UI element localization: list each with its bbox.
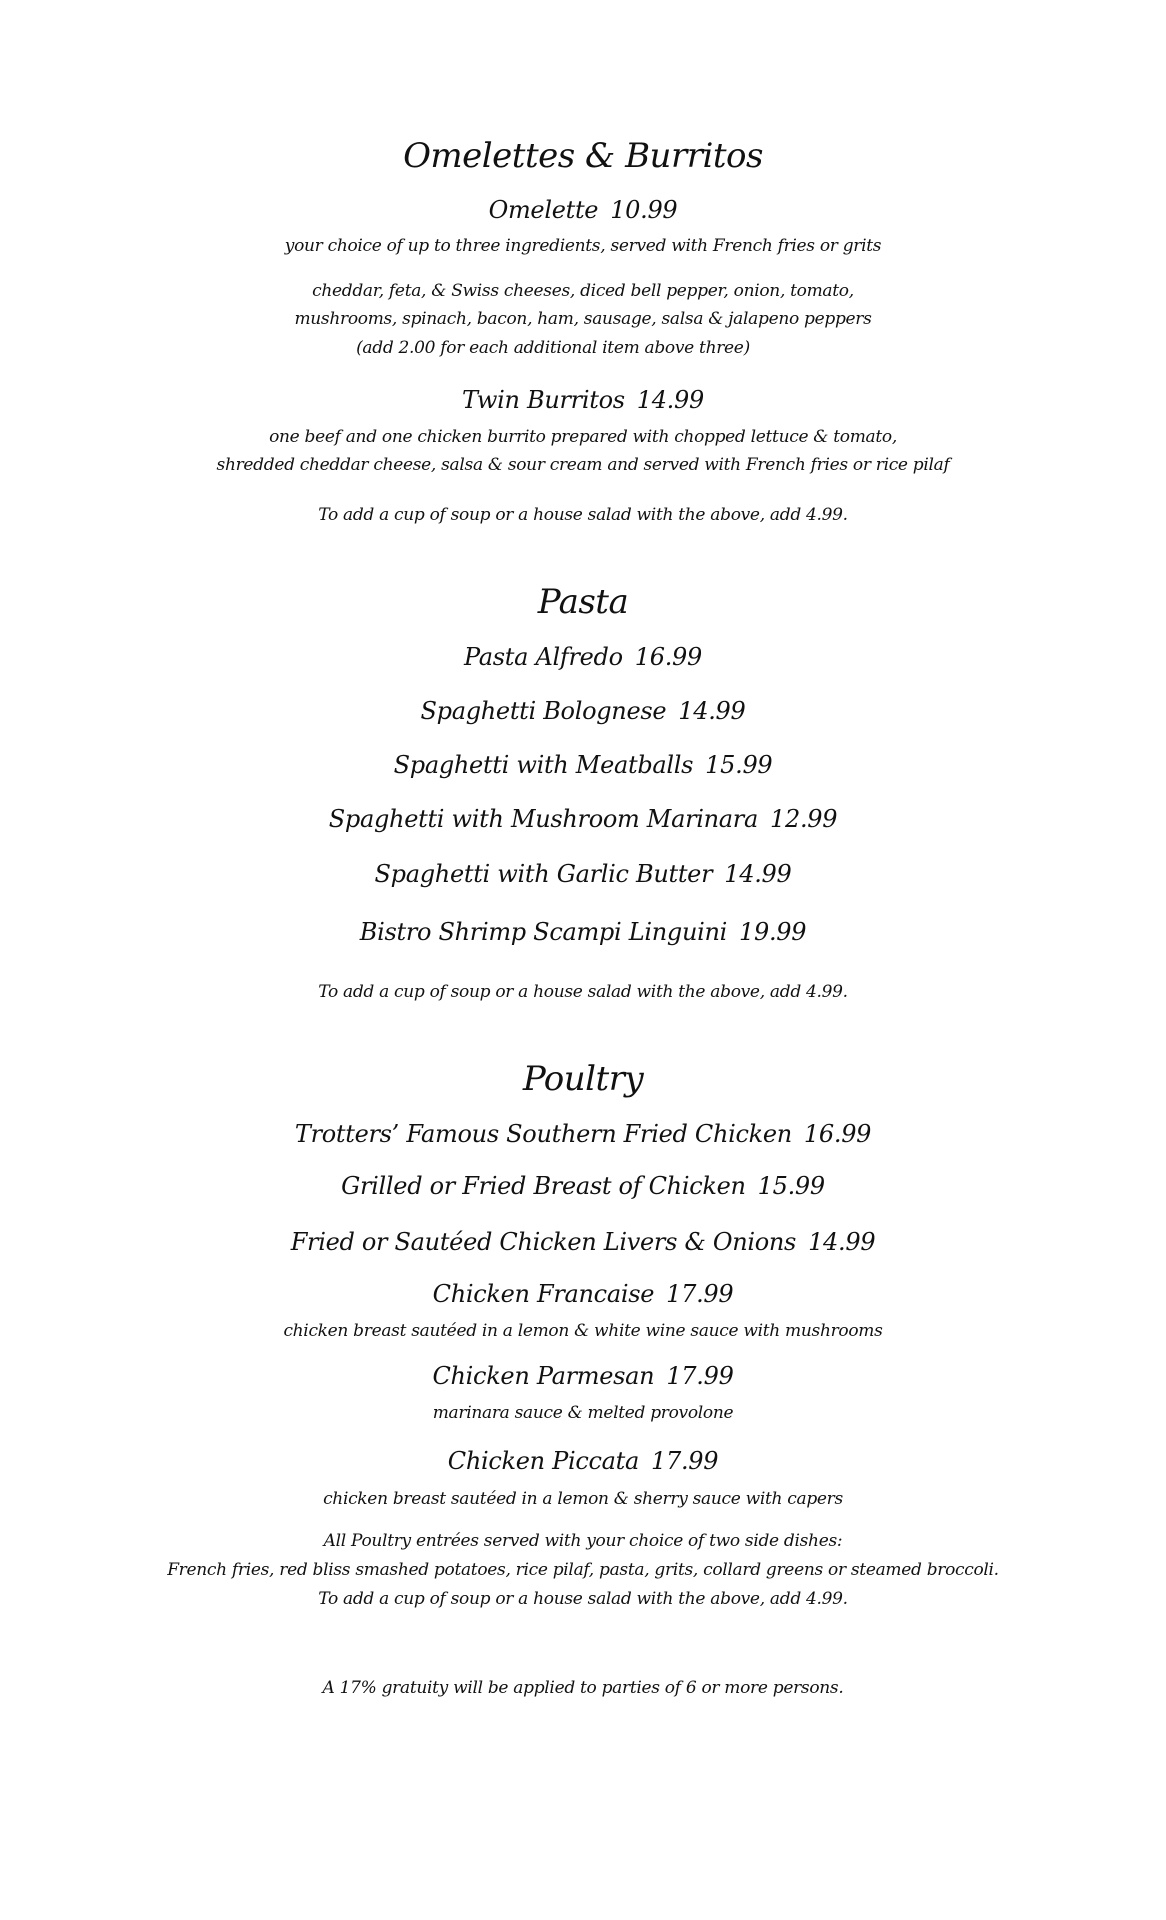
addon-note: To add a cup of soup or a house salad with the above, add 4.99. xyxy=(318,1589,848,1609)
item-name: Chicken Parmesan xyxy=(432,1362,655,1390)
item-name: Spaghetti with Mushroom Marinara xyxy=(328,805,758,833)
item-price: 14.99 xyxy=(678,697,746,725)
item-price: 14.99 xyxy=(636,386,704,414)
menu-item-pasta xyxy=(0,860,1166,888)
item-description: chicken breast sautéed in a lemon & sherry sauce with capers xyxy=(323,1489,843,1509)
item-price: 15.99 xyxy=(705,751,773,779)
item-name: Pasta Alfredo xyxy=(464,643,623,671)
item-description: your choice of up to three ingredients, served with French fries or grits xyxy=(284,236,882,256)
menu-item-pasta xyxy=(0,697,1166,725)
section-heading-pasta: Pasta xyxy=(537,582,629,622)
menu-item-poultry xyxy=(0,1447,1166,1475)
item-price: 12.99 xyxy=(770,805,838,833)
section-heading-poultry: Poultry xyxy=(522,1059,644,1099)
item-name: Chicken Piccata xyxy=(447,1447,640,1475)
section-heading-omelettes-burritos: Omelettes & Burritos xyxy=(403,136,763,176)
menu-item-pasta xyxy=(0,751,1166,779)
item-price: 16.99 xyxy=(634,643,702,671)
item-price: 17.99 xyxy=(666,1362,734,1390)
ingredients-surcharge-note: (add 2.00 for each additional item above three) xyxy=(356,338,750,358)
item-name: Chicken Francaise xyxy=(432,1280,655,1308)
menu-item-pasta xyxy=(0,805,1166,833)
menu-item-omelette xyxy=(0,196,1166,224)
item-name: Twin Burritos xyxy=(462,386,625,414)
ingredients-line: mushrooms, spinach, bacon, ham, sausage, salsa & jalapeno peppers xyxy=(294,309,872,329)
item-price: 14.99 xyxy=(808,1228,876,1256)
item-price: 16.99 xyxy=(803,1120,872,1148)
item-name: Fried or Sautéed Chicken Livers & Onions xyxy=(290,1228,797,1256)
item-name: Spaghetti with Meatballs xyxy=(393,751,694,779)
menu-item-poultry xyxy=(0,1280,1166,1308)
menu-item-pasta xyxy=(0,643,1166,671)
gratuity-note: A 17% gratuity will be applied to parties of 6 or more persons. xyxy=(322,1678,844,1698)
sides-list: French fries, red bliss smashed potatoes, rice pilaf, pasta, grits, collard greens or steamed broccoli. xyxy=(167,1560,999,1580)
ingredients-line: cheddar, feta, & Swiss cheeses, diced bell pepper, onion, tomato, xyxy=(312,281,854,301)
sides-note: All Poultry entrées served with your choice of two side dishes: xyxy=(323,1531,843,1551)
menu-item-twin-burritos xyxy=(0,386,1166,414)
item-price: 17.99 xyxy=(651,1447,719,1475)
addon-note: To add a cup of soup or a house salad with the above, add 4.99. xyxy=(318,505,848,525)
item-name: Spaghetti Bolognese xyxy=(420,697,667,725)
item-price: 14.99 xyxy=(724,860,792,888)
item-name: Spaghetti with Garlic Butter xyxy=(374,860,713,888)
item-description: one beef and one chicken burrito prepared with chopped lettuce & tomato, xyxy=(269,427,897,447)
item-name: Bistro Shrimp Scampi Linguini xyxy=(359,918,728,946)
item-price: 15.99 xyxy=(757,1172,825,1200)
menu-item-poultry xyxy=(0,1120,1166,1148)
item-description: chicken breast sautéed in a lemon & white wine sauce with mushrooms xyxy=(283,1321,883,1341)
item-description: marinara sauce & melted provolone xyxy=(432,1403,734,1423)
item-price: 10.99 xyxy=(610,196,678,224)
item-name: Grilled or Fried Breast of Chicken xyxy=(341,1172,746,1200)
menu-item-pasta xyxy=(0,918,1166,946)
menu-item-poultry xyxy=(0,1362,1166,1390)
addon-note: To add a cup of soup or a house salad with the above, add 4.99. xyxy=(318,982,848,1002)
item-price: 17.99 xyxy=(666,1280,734,1308)
item-description: shredded cheddar cheese, salsa & sour cream and served with French fries or rice pilaf xyxy=(216,455,950,475)
menu-item-poultry xyxy=(0,1228,1166,1256)
menu-item-poultry xyxy=(0,1172,1166,1200)
item-name: Omelette xyxy=(488,196,599,224)
item-price: 19.99 xyxy=(739,918,807,946)
item-name: Trotters’ Famous Southern Fried Chicken xyxy=(294,1120,792,1148)
